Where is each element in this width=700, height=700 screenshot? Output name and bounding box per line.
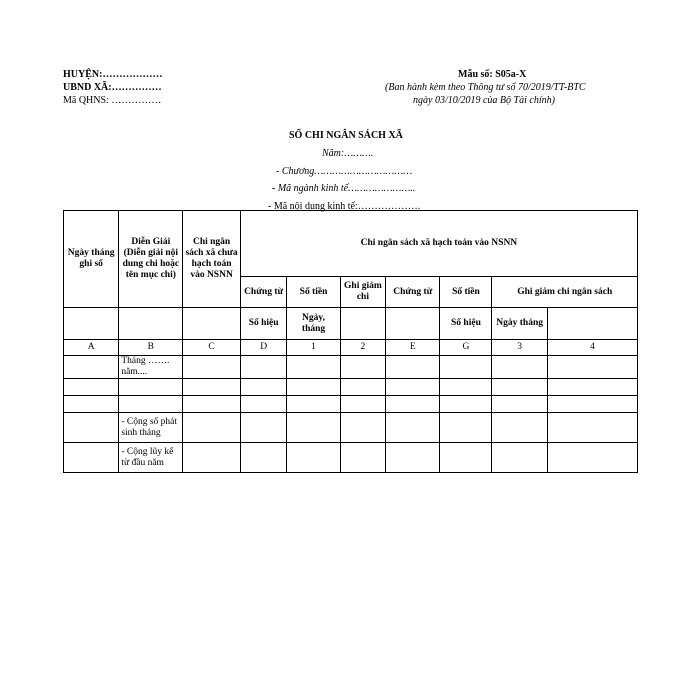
table-row	[64, 356, 638, 379]
letter-cell: B	[119, 340, 183, 356]
district-field: HUYỆN:………………	[63, 69, 163, 80]
letter-cell: 2	[340, 340, 386, 356]
issued-line-2: ngày 03/10/2019 của Bộ Tài chính)	[413, 95, 555, 106]
header-reduce-budget: Ghi giảm chi ngân sách	[492, 277, 638, 308]
letter-cell: C	[183, 340, 240, 356]
letter-cell: A	[64, 340, 119, 356]
month-row-label: Tháng ……. năm....	[119, 356, 183, 379]
header-voucher: Chứng từ	[240, 277, 287, 308]
economic-content-field: - Mã nội dung kinh tế:……………….	[268, 201, 421, 212]
header-number: Số hiệu	[240, 308, 287, 340]
letter-cell: 3	[492, 340, 547, 356]
header-voucher-2: Chứng từ	[386, 277, 440, 308]
cumulative-row-label: - Cộng lũy kế từ đầu năm	[119, 443, 183, 473]
letter-row	[64, 340, 638, 356]
header-reduce: Ghi giảm chi	[340, 277, 386, 308]
header-amount: Số tiền	[287, 277, 340, 308]
form-code: Mẫu số: S05a-X	[458, 69, 527, 80]
header-date-recorded: Ngày tháng ghi sổ	[64, 211, 119, 308]
header-unrecorded: Chi ngân sách xã chưa hạch toán vào NSNN	[183, 211, 240, 308]
letter-cell: G	[440, 340, 492, 356]
economic-sector-field: - Mã ngành kinh tế…………………..	[272, 183, 416, 194]
year-field: Năm:……….	[322, 148, 374, 159]
issued-line-1: (Ban hành kèm theo Thông tư số 70/2019/TT-BTC	[385, 82, 586, 93]
header-date: Ngày, tháng	[287, 308, 340, 340]
commune-field: UBND XÃ:……………	[63, 82, 162, 93]
header-amount-2: Số tiền	[440, 277, 492, 308]
page-title: SỔ CHI NGÂN SÁCH XÃ	[289, 130, 403, 141]
letter-cell: 4	[547, 340, 637, 356]
letter-cell: 1	[287, 340, 340, 356]
table-row	[64, 413, 638, 443]
letter-cell: D	[240, 340, 287, 356]
chapter-field: - Chương……………………………	[276, 166, 413, 177]
total-row-label: - Cộng số phát sinh tháng	[119, 413, 183, 443]
table-row	[64, 396, 638, 413]
letter-cell: E	[386, 340, 440, 356]
header-number-2: Số hiệu	[440, 308, 492, 340]
header-description: Diễn Giải (Diễn giải nội dung chi hoặc tên mục chi)	[119, 211, 183, 308]
table-row	[64, 379, 638, 396]
table-row	[64, 443, 638, 473]
header-date-2: Ngày tháng	[492, 308, 547, 340]
qhns-field: Mã QHNS: ……………	[63, 95, 162, 106]
ledger-table	[63, 210, 638, 473]
header-recorded: Chi ngân sách xã hạch toán vào NSNN	[240, 211, 637, 277]
